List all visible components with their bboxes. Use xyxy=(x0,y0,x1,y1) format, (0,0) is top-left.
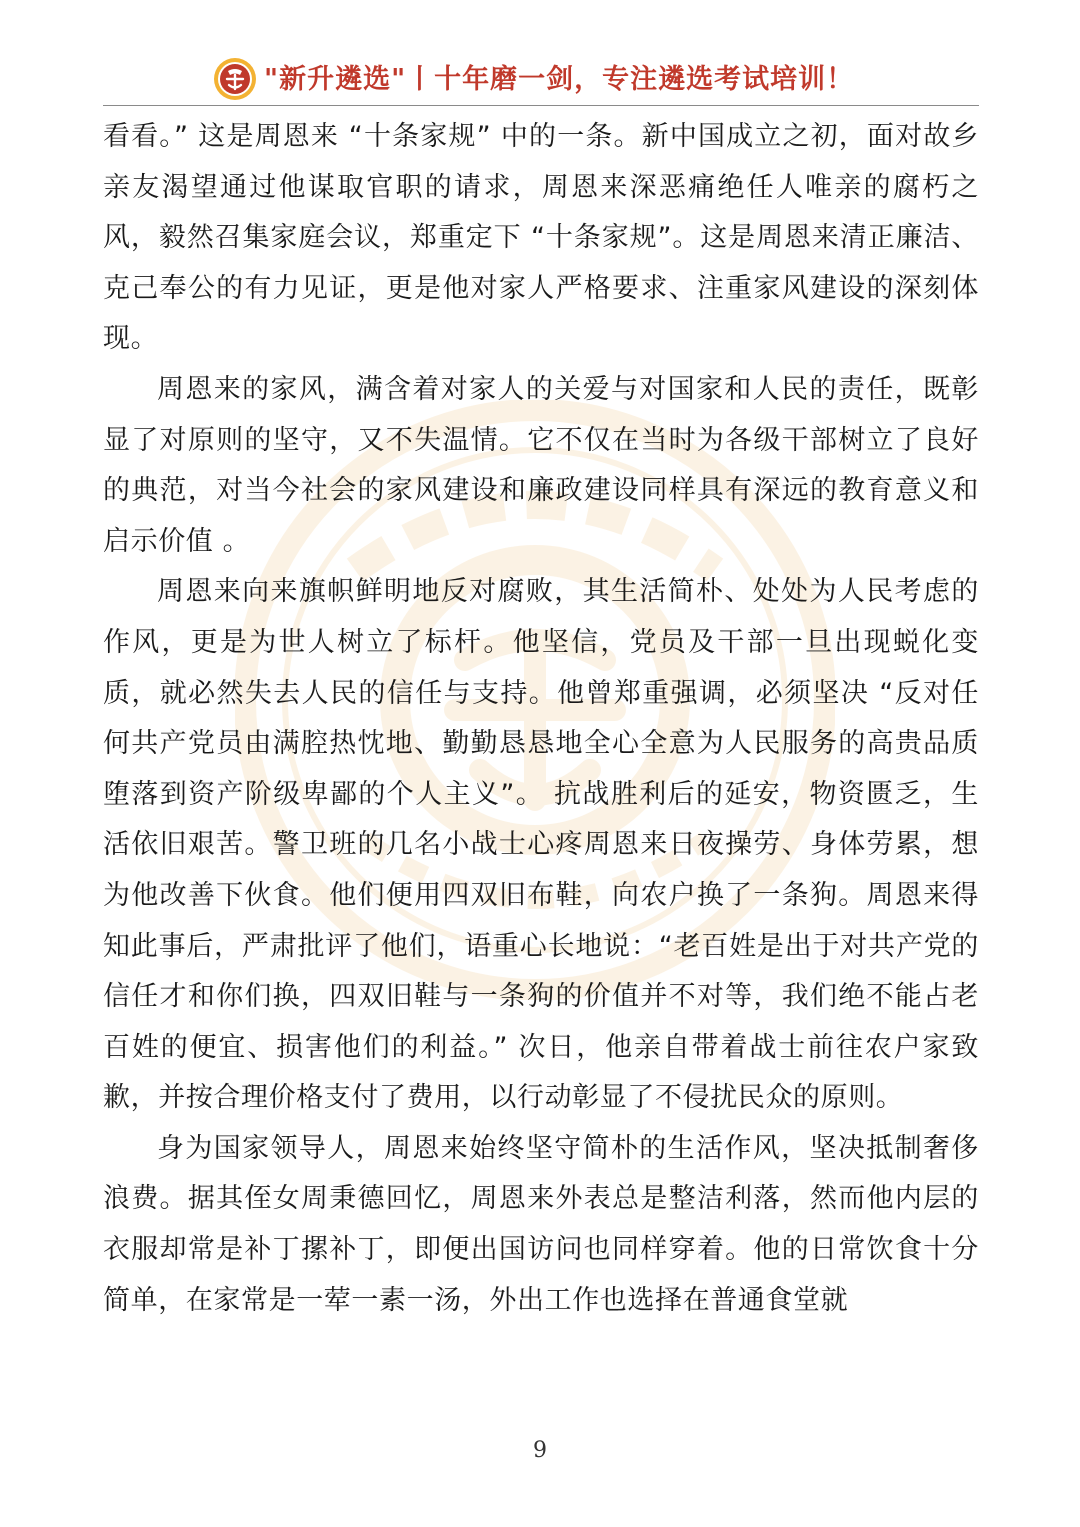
page-number: 9 xyxy=(533,1438,547,1463)
paragraph-2: 周恩来的家风，满含着对家人的关爱与对国家和人民的责任，既彰显了对原则的坚守，又不失温情。它不仅在当时为各级干部树立了良好的典范，对当今社会的家风建设和廉政建设同样具有深远的教育意义和启示价值 。 xyxy=(103,373,979,557)
paragraph-4: 身为国家领导人，周恩来始终坚守简朴的生活作风，坚决抵制奢侈浪费。据其侄女周秉德回忆，周恩来外表总是整洁利落，然而他内层的衣服却常是补丁摞补丁，即便出国访问也同样穿着。他的日常饮食十分简单，在家常是一荤一素一汤，外出工作也选择在普通食堂就 xyxy=(103,1132,979,1316)
paragraph-1: 看看。” 这是周恩来 “十条家规” 中的一条。新中国成立之初，面对故乡亲友渴望通过他谋取官职的请求，周恩来深恶痛绝任人唯亲的腐朽之风，毅然召集家庭会议，郑重定下 “十条家规”。这是周恩来清正廉洁、克己奉公的有力见证，更是他对家人严格要求、注重家风建设的深刻体现。 xyxy=(103,121,979,355)
article-body xyxy=(103,112,979,1326)
paragraph-3: 周恩来向来旗帜鲜明地反对腐败，其生活简朴、处处为人民考虑的作风，更是为世人树立了标杆。他坚信，党员及干部一旦出现蜕化变质，就必然失去人民的信任与支持。他曾郑重强调，必须坚决 “反对任何共产党员由满腔热忱地、勤勤恳恳地全心全意为人民服务的高贵品质堕落到资产阶级卑鄙的个人主义”。 抗战胜利后的延安，物资匮乏，生活依旧艰苦。警卫班的几名小战士心疼周恩来日夜操劳、身体劳累，想为他改善下伙食。他们便用四双旧布鞋，向农户换了一条狗。周恩来得知此事后，严肃批评了他们，语重心长地说：“老百姓是出于对共产党的信任才和你们换，四双旧鞋与一条狗的价值并不对等，我们绝不能占老百姓的便宜、损害他们的利益。” 次日，他亲自带着战士前往农户家致歉，并按合理价格支付了费用，以行动彰显了不侵扰民众的原则。 xyxy=(103,576,979,1114)
header-title: "新升遴选"丨十年磨一剑，专注遴选考试培训！ xyxy=(264,64,855,95)
xinsheng-seal-logo-icon xyxy=(213,57,257,101)
page-header xyxy=(0,0,1080,108)
header-divider xyxy=(103,105,979,106)
